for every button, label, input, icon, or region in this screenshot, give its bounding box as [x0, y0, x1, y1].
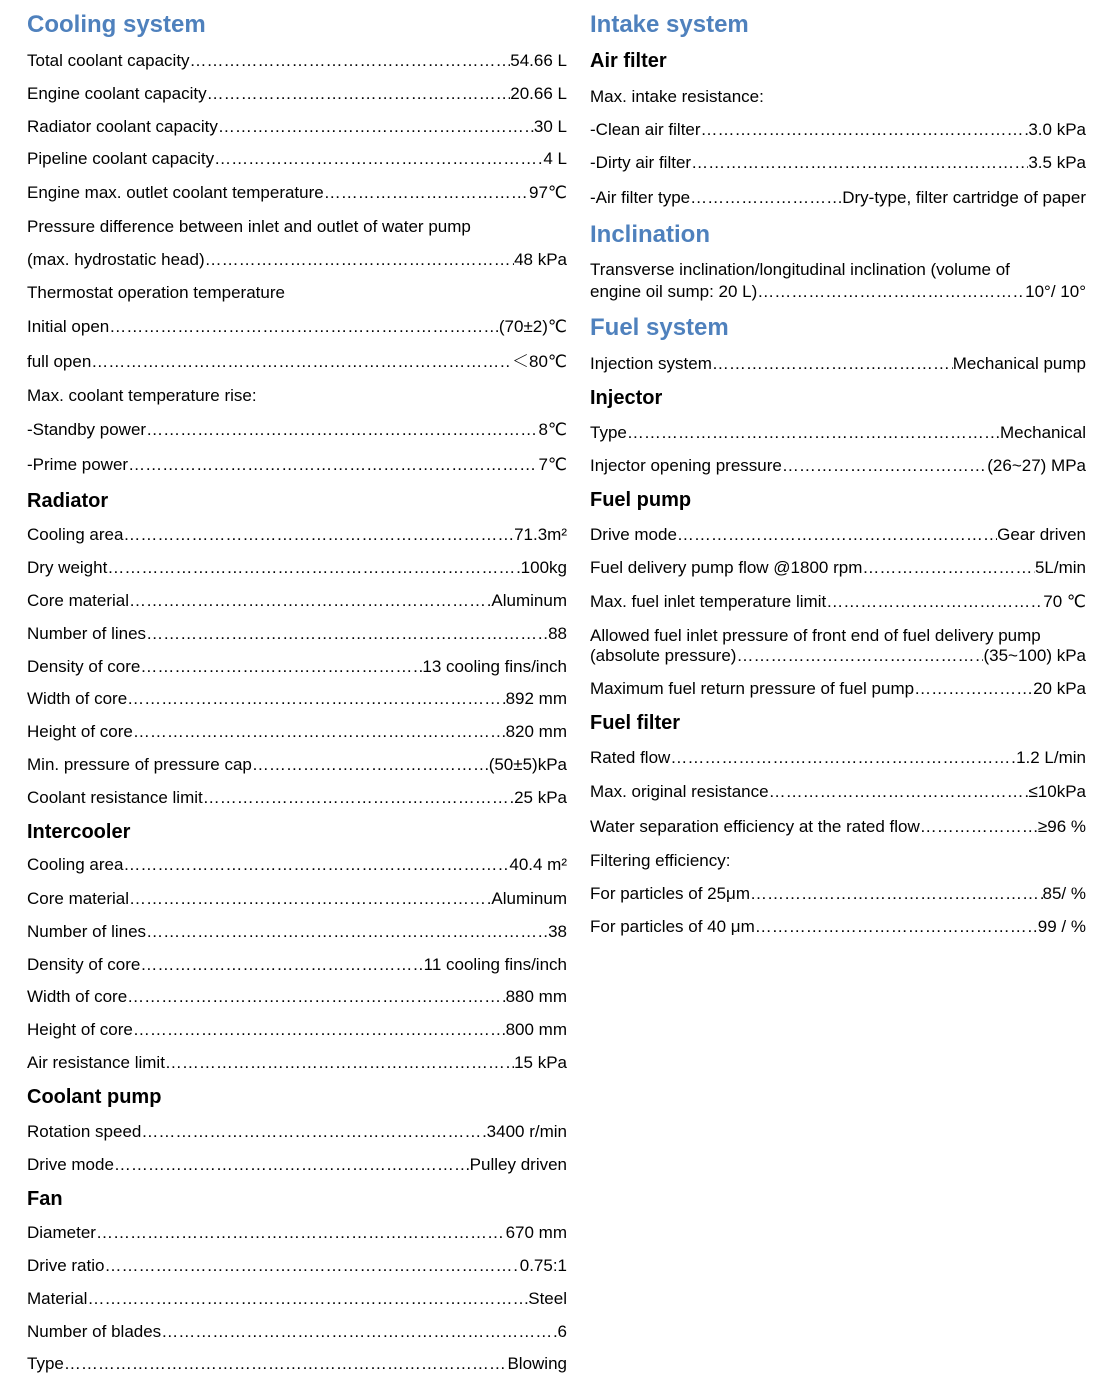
spec-row-for-particles-of-25-m — [590, 883, 1086, 905]
spec-row-injection-system — [590, 353, 1086, 375]
section-heading-injector: Injector — [590, 387, 663, 409]
dot-leader — [712, 353, 953, 375]
spec-label: Rotation speed — [27, 1122, 142, 1141]
spec-label: Max. original resistance — [590, 782, 769, 801]
dot-leader — [324, 182, 529, 204]
text-line: Thermostat operation temperature — [27, 283, 285, 302]
dot-leader — [670, 747, 1016, 769]
spec-value: Aluminum — [491, 889, 567, 908]
spec-row-width-of-core — [27, 688, 567, 710]
spec-value: 7℃ — [538, 455, 567, 474]
spec-label: Cooling area — [27, 525, 124, 544]
dot-leader — [140, 656, 422, 678]
dot-leader — [146, 921, 548, 943]
spec-label: -Dirty air filter — [590, 153, 692, 172]
spec-row-fuel-delivery-pump-flow-1800-rpm — [590, 557, 1086, 579]
spec-value: 85/ % — [1042, 884, 1086, 903]
text-line: Max. coolant temperature rise: — [27, 386, 257, 405]
dot-leader — [826, 591, 1043, 613]
dot-leader — [914, 678, 1033, 700]
dot-leader — [87, 1288, 528, 1310]
spec-value: 5L/min — [1034, 558, 1086, 577]
dot-leader — [146, 419, 538, 441]
spec-label: Height of core — [27, 1020, 133, 1039]
spec-row-total-coolant-capacity — [27, 50, 567, 72]
dot-leader — [207, 83, 511, 105]
spec-row-number-of-lines — [27, 921, 567, 943]
spec-label: Engine max. outlet coolant temperature — [27, 183, 324, 202]
dot-leader — [205, 249, 514, 271]
spec-label: engine oil sump: 20 L) — [590, 282, 758, 301]
section-heading-inclination: Inclination — [590, 221, 710, 248]
section-heading-intake-system: Intake system — [590, 11, 749, 38]
spec-row-radiator-coolant-capacity — [27, 116, 567, 138]
dot-leader — [64, 1353, 508, 1375]
spec-label: Engine coolant capacity — [27, 84, 207, 103]
dot-leader — [214, 148, 543, 170]
dot-leader — [690, 187, 842, 209]
spec-value: 100kg — [520, 558, 567, 577]
spec-value: 99 / % — [1037, 917, 1086, 936]
spec-row-prime-power — [27, 454, 567, 476]
spec-row-air-filter-type — [590, 187, 1086, 209]
spec-row-initial-open — [27, 316, 567, 338]
spec-row-cooling-area — [27, 524, 567, 546]
spec-label: -Air filter type — [590, 188, 691, 207]
dot-leader — [750, 883, 1043, 905]
dot-leader — [96, 1222, 506, 1244]
spec-value: 38 — [548, 922, 567, 941]
spec-label: Height of core — [27, 722, 133, 741]
spec-value: 3400 r/min — [486, 1122, 567, 1141]
dot-leader — [862, 557, 1035, 579]
text-line: Pressure difference between inlet and outlet of water pump — [27, 217, 471, 236]
spec-value: ≤10kPa — [1028, 782, 1086, 801]
dot-leader — [755, 916, 1038, 938]
spec-label: Number of blades — [27, 1322, 162, 1341]
dot-leader — [127, 688, 505, 710]
spec-value: 3.0 kPa — [1028, 120, 1086, 139]
spec-value: (26~27) MPa — [987, 456, 1086, 475]
spec-value: 10°/ 10° — [1025, 282, 1086, 301]
spec-row-width-of-core — [27, 986, 567, 1008]
spec-row-diameter — [27, 1222, 567, 1244]
spec-label: For particles of 40 μm — [590, 917, 755, 936]
dot-leader — [677, 524, 997, 546]
spec-label: Water separation efficiency at the rated flow — [590, 817, 920, 836]
spec-value: ≥96 % — [1037, 817, 1086, 836]
spec-row-engine-oil-sump-20-l — [590, 281, 1086, 303]
spec-label: Width of core — [27, 987, 128, 1006]
spec-value: 892 mm — [505, 689, 567, 708]
spec-value: 97℃ — [528, 183, 567, 202]
dot-leader — [701, 119, 1029, 141]
spec-row-max-hydrostatic-head — [27, 249, 567, 271]
spec-label: Type — [590, 423, 627, 442]
dot-leader — [127, 986, 505, 1008]
section-heading-fuel-pump: Fuel pump — [590, 489, 692, 511]
spec-label: Drive mode — [590, 525, 677, 544]
spec-value: 800 mm — [505, 1020, 567, 1039]
spec-value: 820 mm — [505, 722, 567, 741]
spec-label: Cooling area — [27, 855, 124, 874]
spec-label: Core material — [27, 591, 130, 610]
spec-value: 20.66 L — [510, 84, 567, 103]
spec-row-core-material — [27, 590, 567, 612]
spec-value: Steel — [528, 1289, 567, 1308]
dot-leader — [736, 645, 983, 667]
dot-leader — [146, 623, 548, 645]
spec-row-number-of-blades — [27, 1321, 567, 1343]
spec-row-water-separation-efficiency-at-the-rated-flow — [590, 816, 1086, 838]
spec-value: Blowing — [507, 1354, 567, 1373]
spec-value: 6 — [557, 1322, 567, 1341]
section-heading-cooling-system: Cooling system — [27, 11, 206, 38]
dot-leader — [165, 1052, 514, 1074]
spec-row-coolant-resistance-limit — [27, 787, 567, 809]
section-heading-coolant-pump: Coolant pump — [27, 1086, 162, 1108]
spec-label: Injection system — [590, 354, 712, 373]
dot-leader — [140, 954, 423, 976]
spec-value: 1.2 L/min — [1016, 748, 1086, 767]
spec-value: 20 kPa — [1033, 679, 1086, 698]
spec-row-rated-flow — [590, 747, 1086, 769]
dot-leader — [114, 1154, 470, 1176]
spec-label: Drive ratio — [27, 1256, 105, 1275]
spec-label: Total coolant capacity — [27, 51, 190, 70]
dot-leader — [627, 422, 1000, 444]
spec-row-density-of-core — [27, 954, 567, 976]
dot-leader — [252, 754, 489, 776]
spec-value: 670 mm — [505, 1223, 567, 1242]
spec-row-standby-power — [27, 419, 567, 441]
spec-row-absolute-pressure — [590, 645, 1086, 667]
spec-value: 880 mm — [505, 987, 567, 1006]
spec-value: 11 cooling fins/inch — [423, 955, 567, 974]
dot-leader — [133, 721, 506, 743]
spec-value: 13 cooling fins/inch — [422, 657, 567, 676]
spec-row-maximum-fuel-return-pressure-of-fuel-pump — [590, 678, 1086, 700]
spec-label: Injector opening pressure — [590, 456, 782, 475]
spec-label: Rated flow — [590, 748, 671, 767]
spec-row-rotation-speed — [27, 1121, 567, 1143]
spec-label: Type — [27, 1354, 64, 1373]
spec-label: Density of core — [27, 657, 141, 676]
spec-label: (max. hydrostatic head) — [27, 250, 205, 269]
dot-leader — [128, 454, 538, 476]
spec-label: Initial open — [27, 317, 110, 336]
spec-row-drive-ratio — [27, 1255, 567, 1277]
section-heading-fuel-filter: Fuel filter — [590, 712, 681, 734]
spec-value: 25 kPa — [514, 788, 567, 807]
spec-label: -Standby power — [27, 420, 147, 439]
spec-value: Dry-type, filter cartridge of paper — [842, 188, 1086, 207]
spec-row-density-of-core — [27, 656, 567, 678]
dot-leader — [104, 1255, 519, 1277]
dot-leader — [133, 1019, 506, 1041]
spec-value: 54.66 L — [510, 51, 567, 70]
spec-row-height-of-core — [27, 1019, 567, 1041]
text-line: Transverse inclination/longitudinal inclination (volume of — [590, 260, 1010, 279]
spec-row-max-fuel-inlet-temperature-limit — [590, 591, 1086, 613]
spec-row-air-resistance-limit — [27, 1052, 567, 1074]
dot-leader — [91, 351, 512, 373]
spec-value: 30 L — [533, 117, 567, 136]
dot-leader — [141, 1121, 486, 1143]
spec-label: Number of lines — [27, 624, 147, 643]
spec-row-pipeline-coolant-capacity — [27, 148, 567, 170]
spec-row-material — [27, 1288, 567, 1310]
text-line: Max. intake resistance: — [590, 87, 764, 106]
spec-row-number-of-lines — [27, 623, 567, 645]
spec-value: ＜80℃ — [511, 352, 567, 371]
spec-row-clean-air-filter — [590, 119, 1086, 141]
spec-row-min-pressure-of-pressure-cap — [27, 754, 567, 776]
spec-value: 48 kPa — [514, 250, 567, 269]
dot-leader — [757, 281, 1025, 303]
dot-leader — [123, 524, 514, 546]
spec-label: Drive mode — [27, 1155, 114, 1174]
spec-label: -Clean air filter — [590, 120, 701, 139]
spec-row-dirty-air-filter — [590, 152, 1086, 174]
spec-row-type — [590, 422, 1086, 444]
dot-leader — [782, 455, 987, 477]
spec-value: 4 L — [543, 149, 567, 168]
spec-value: 15 kPa — [514, 1053, 567, 1072]
spec-row-full-open — [27, 351, 567, 373]
spec-label: -Prime power — [27, 455, 129, 474]
spec-value: Mechanical — [1000, 423, 1086, 442]
spec-label: Coolant resistance limit — [27, 788, 203, 807]
spec-label: Diameter — [27, 1223, 96, 1242]
spec-label: Dry weight — [27, 558, 108, 577]
section-heading-radiator: Radiator — [27, 490, 109, 512]
text-line: Filtering efficiency: — [590, 851, 731, 870]
spec-row-max-original-resistance — [590, 781, 1086, 803]
dot-leader — [129, 888, 491, 910]
dot-leader — [129, 590, 491, 612]
spec-value: (70±2)℃ — [498, 317, 567, 336]
spec-value: (35~100) kPa — [983, 646, 1086, 665]
spec-value: 8℃ — [538, 420, 567, 439]
dot-leader — [769, 781, 1029, 803]
spec-value: 40.4 m² — [509, 855, 567, 874]
text-line: Allowed fuel inlet pressure of front end of fuel delivery pump — [590, 626, 1041, 645]
spec-label: full open — [27, 352, 92, 371]
spec-label: (absolute pressure) — [590, 646, 737, 665]
spec-value: Pulley driven — [469, 1155, 567, 1174]
dot-leader — [161, 1321, 557, 1343]
spec-row-engine-max-outlet-coolant-temperature — [27, 182, 567, 204]
spec-label: Max. fuel inlet temperature limit — [590, 592, 827, 611]
spec-row-height-of-core — [27, 721, 567, 743]
spec-row-for-particles-of-40-m — [590, 916, 1086, 938]
spec-value: Mechanical pump — [952, 354, 1086, 373]
dot-leader — [920, 816, 1038, 838]
spec-label: Density of core — [27, 955, 141, 974]
spec-row-injector-opening-pressure — [590, 455, 1086, 477]
spec-value: (50±5)kPa — [488, 755, 567, 774]
spec-value: 71.3m² — [514, 525, 567, 544]
spec-value: 70 ℃ — [1043, 592, 1086, 611]
spec-label: For particles of 25μm — [590, 884, 751, 903]
spec-row-drive-mode — [27, 1154, 567, 1176]
dot-leader — [190, 50, 511, 72]
section-heading-fuel-system: Fuel system — [590, 314, 729, 341]
spec-row-dry-weight — [27, 557, 567, 579]
spec-value: Gear driven — [997, 525, 1086, 544]
spec-label: Fuel delivery pump flow @1800 rpm — [590, 558, 863, 577]
spec-label: Material — [27, 1289, 88, 1308]
dot-leader — [203, 787, 514, 809]
spec-label: Radiator coolant capacity — [27, 117, 218, 136]
spec-label: Width of core — [27, 689, 128, 708]
spec-row-type — [27, 1353, 567, 1375]
spec-label: Number of lines — [27, 922, 147, 941]
spec-label: Air resistance limit — [27, 1053, 165, 1072]
dot-leader — [109, 316, 499, 338]
section-heading-intercooler: Intercooler — [27, 821, 131, 843]
dot-leader — [123, 854, 509, 876]
spec-value: 3.5 kPa — [1028, 153, 1086, 172]
spec-row-engine-coolant-capacity — [27, 83, 567, 105]
spec-value: Aluminum — [491, 591, 567, 610]
spec-label: Min. pressure of pressure cap — [27, 755, 252, 774]
spec-row-core-material — [27, 888, 567, 910]
spec-row-drive-mode — [590, 524, 1086, 546]
section-heading-fan: Fan — [27, 1188, 63, 1210]
spec-label: Maximum fuel return pressure of fuel pump — [590, 679, 915, 698]
dot-leader — [107, 557, 520, 579]
spec-value: 88 — [548, 624, 567, 643]
dot-leader — [691, 152, 1028, 174]
spec-label: Pipeline coolant capacity — [27, 149, 215, 168]
spec-label: Core material — [27, 889, 130, 908]
spec-value: 0.75:1 — [519, 1256, 567, 1275]
spec-row-cooling-area — [27, 854, 567, 876]
dot-leader — [218, 116, 534, 138]
section-heading-air-filter: Air filter — [590, 50, 667, 72]
